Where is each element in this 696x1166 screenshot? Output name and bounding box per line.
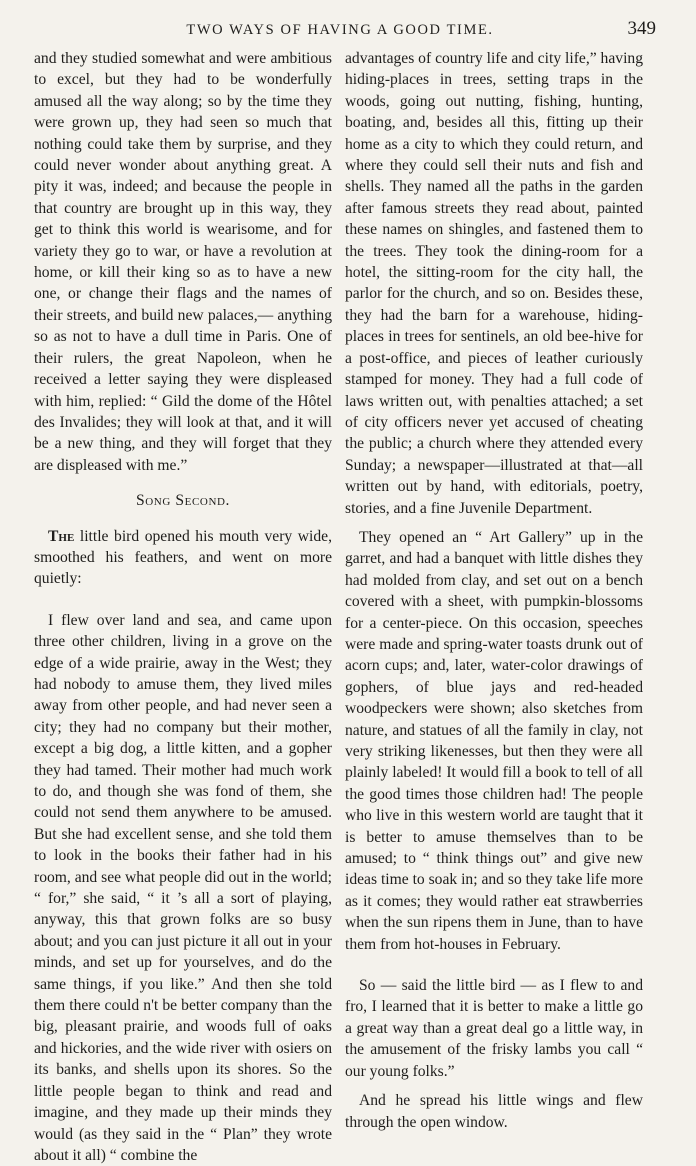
page-header [24,18,656,44]
paragraph: I flew over land and sea, and came upon three other children, living in a grove on the edge of a wide prairie, away in the West; they had nobody to amuse them, they lived miles away from other people, and had never seen a city; they had no company but their mother, except a big dog, a little kitten, and a gopher they had tamed. Their mother had much work to do, and though she was fond of them, she could not send them anywhere to be amused. But she had excellent sense, and she told them to look in the books their father had in his room, and see what people did out in the world; “ for,” she said, “ it ’s all a sort of playing, anyway, this that grown folks are so busy about; and you can just picture it all out in your minds, and set up for yourselves, and do the same things, if you like.” And then she told them there could n't be better company than the big, pleasant prairie, and woods full of oaks and hickories, and the wide river with osiers on its banks, and shells upon its shores. So the little people began to think and read and imagine, and they made up their minds they would (as they said in the “ Plan” they wrote about it all) “ combine the [34,611,332,1164]
left-column [34,48,332,1166]
paragraph-text: little bird opened his mouth very wide, smoothed his feathers, and went on more quietly: [34,527,332,588]
paragraph: advantages of country life and city life,” having hiding-places in trees, setting traps in the woods, going out nutting, fishing, hunting, boating, and, besides all this, fitting up their home as a city to which they could return, and where they could sell their nuts and fish and shells. They named all the paths in the garden after famous streets they read about, painted these names on shingles, and fastened them to the trees. They took the dining-room for a hotel, the sitting-room for the city hall, the parlor for the church, and so on. Besides these, they had the barn for a warehouse, hiding-places in trees for sentinels, an old bee-hive for a post-office, and pieces of leather curiously stamped for money. They had a full code of laws written out, with penalties attached; a set of city officers never yet accused of cheating the public; a church where they attended every Sunday; a newspaper—illustrated at that—all written out by hand, with editorials, poetry, stories, and a fine Juvenile Department. [345,50,643,517]
paragraph: and they studied somewhat and were ambitious to excel, but they had to be wonderfully amused all the way along; so by the time they were grown up, they had seen so much that nothing could take them by surprise, and they could never wonder about anything great. A pity it was, indeed; and because the people in that country are brought up in this way, they get to think this world is wearisome, and for variety they go to war, or have a revolution at home, or kill their king so as to have a new one, or change their flags and the names of their streets, and build new palaces,— anything so as not to have a dull time in Paris. One of their rulers, the great Napoleon, when he received a letter saying they were displeased with him, replied: “ Gild the dome of the Hôtel des Invalides; they will look at that, and it will be a new thing, and they will forget that they are displeased with me.” [34,50,332,474]
paragraph: So — said the little bird — as I flew to and fro, I learned that it is better to make a little go a great way than a great deal go a little way, in the amusement of the frisky lambs you call “ our young folks.” [345,977,643,1080]
section-heading: Song Second. [135,492,231,510]
running-title: TWO WAYS OF HAVING A GOOD TIME. [186,22,494,38]
paragraph [34,526,332,590]
paragraph: And he spread his little wings and flew through the open window. [345,1092,643,1131]
right-column [345,48,643,1133]
page-number: 349 [627,18,656,39]
paragraph: They opened an “ Art Gallery” up in the garret, and had a banquet with little dishes they had molded from clay, and set out on a bench covered with a sheet, with pumpkin-blossoms for a center-piece. On this occasion, speeches were made and spring-water toasts drunk out of acorn cups; and, later, water-color drawings of gophers, of blue jays and red-headed woodpeckers were shown; also sketches from nature, and statues of all the family in clay, not very striking likenesses, but then they were all plainly labeled! It would fill a book to tell of all the good times those children had! The people who live in this western world are taught that it is better to amuse themselves than to be amused; to “ think things out” and give new ideas time to soak in; and so they take life more as it comes; they would rather eat strawberries when the sun ripens them in June, than to have them from hot-houses in February. [345,528,643,953]
lead-word: The [48,527,75,545]
